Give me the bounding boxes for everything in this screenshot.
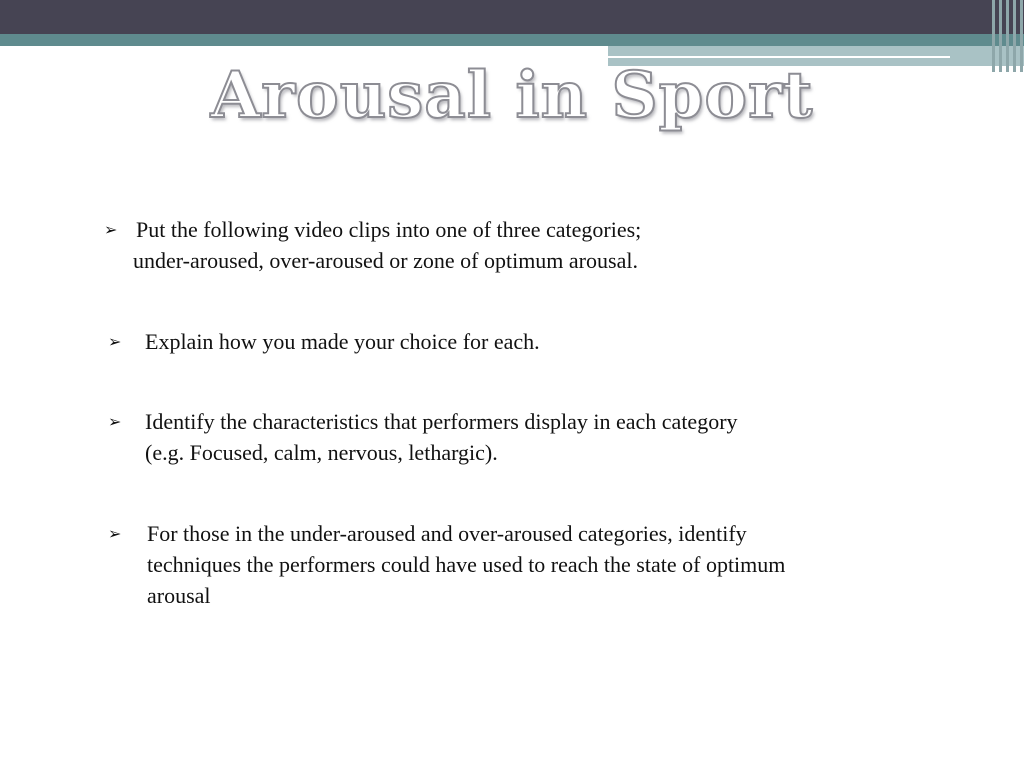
slide-title: Arousal in Sport (210, 58, 814, 133)
bullet-text-line: arousal (147, 583, 211, 608)
bullet-text-line: under-aroused, over-aroused or zone of optimum arousal. (133, 248, 638, 273)
arrow-bullet-icon: ➢ (108, 412, 122, 431)
bullet-text-line: (e.g. Focused, calm, nervous, lethargic). (145, 440, 498, 465)
bullet-text-line: techniques the performers could have used to reach the state of optimum (147, 552, 786, 577)
bullet-text-line: For those in the under-aroused and over-aroused categories, identify (147, 521, 747, 546)
bullet-text-line: Identify the characteristics that performers display in each category (145, 409, 738, 434)
arrow-bullet-icon: ➢ (108, 332, 122, 351)
bullet-text-line: Put the following video clips into one of three categories; (136, 217, 642, 242)
bullet-text-line: Explain how you made your choice for each. (145, 329, 540, 354)
arrow-bullet-icon: ➢ (104, 220, 118, 239)
accent-band (0, 34, 1024, 46)
arrow-bullet-icon: ➢ (108, 524, 122, 543)
header-band (0, 0, 1024, 34)
